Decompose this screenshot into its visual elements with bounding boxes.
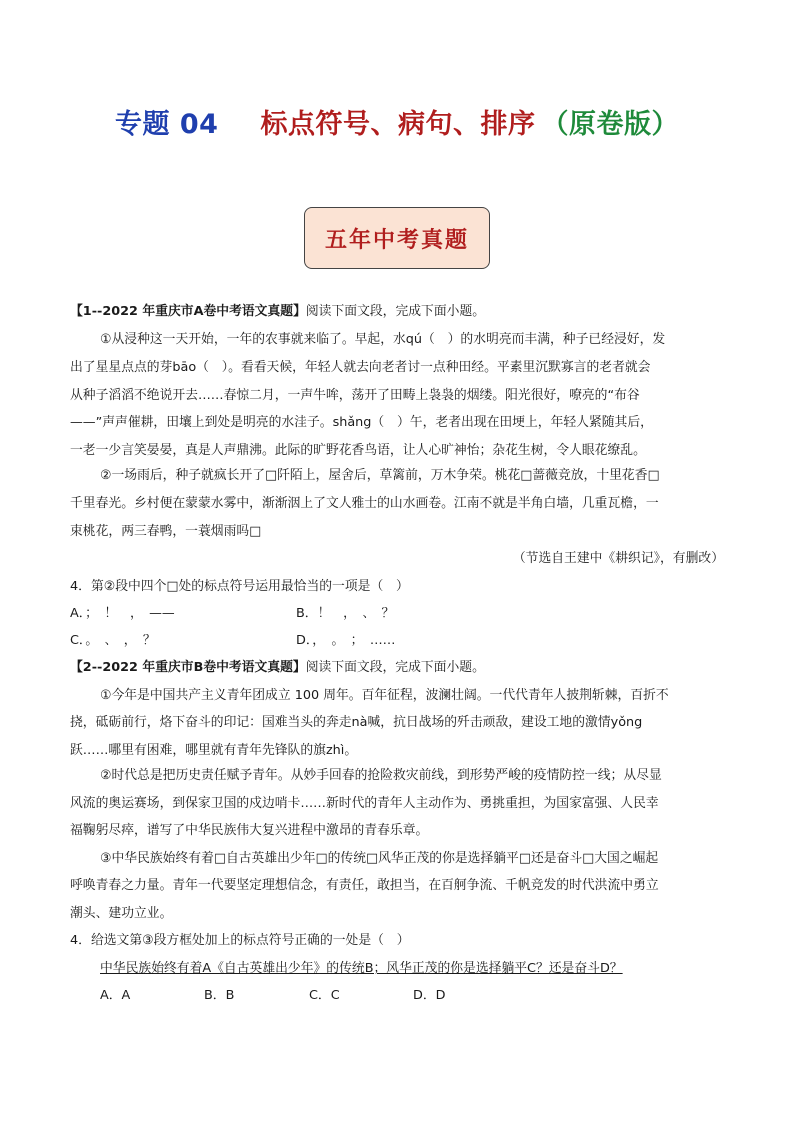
q2-option-a[interactable]: A．A [100,988,131,1003]
q1-p1-line: ①从浸种这一天开始，一年的农事就来临了。早起，水qú（ ）的水明亮而丰满，种子已经浸好，发 [100,332,666,347]
q1-question: 4．第②段中四个□处的标点符号运用最恰当的一项是（ ） [70,579,409,594]
q2-p3-line: ③中华民族始终有着□自古英雄出少年□的传统□风华正茂的你是选择躺平□还是奋斗□大国之崛起 [100,851,659,866]
section-box [304,207,490,269]
q2-option-d[interactable]: D．D [413,988,446,1003]
q1-p2-line: 束桃花，两三春鸭，一蓑烟雨吗□ [70,524,262,539]
q1-option-b[interactable]: B．！ ， 、 ？ [296,606,395,621]
page-title [0,102,794,141]
title-topic: 标点符号、病句、排序 [260,109,536,140]
q1-option-c[interactable]: C．。 、 ， ？ [70,633,156,648]
q2-p1-line: ①今年是中国共产主义青年团成立 100 周年。百年征程，波澜壮阔。一代代青年人披荆斩棘，百折不 [100,688,669,703]
q2-heading: 【2--2022 年重庆市B卷中考语文真题】 [70,660,306,675]
q1-p1-line: ——”声声催耕，田壤上到处是明亮的水洼子。shǎng（ ）午，老者出现在田埂上，年轻人紧随其后， [70,415,653,430]
q2-option-c[interactable]: C．C [309,988,340,1003]
q1-option-d[interactable]: D．， 。 ； …… [296,633,396,648]
q2-p1-line: 跃……哪里有困难，哪里就有青年先锋队的旗zhì。 [70,743,358,758]
q1-instruction: 阅读下面文段，完成下面小题。 [305,304,486,319]
q1-p2-line: 千里春光。乡村便在蒙蒙水雾中，渐渐洇上了文人雅士的山水画卷。江南不就是半角白墙，几重瓦檐，一 [70,496,659,511]
q2-p2-line: 福鞠躬尽瘁，谱写了中华民族伟大复兴进程中激昂的青春乐章。 [70,823,429,838]
q2-header-line [70,659,485,677]
q2-option-b[interactable]: B．B [204,988,235,1003]
q1-header-line [70,303,485,321]
q2-p1-line: 挠，砥砺前行，烙下奋斗的印记：国难当头的奔走nà喊，抗日战场的歼击顽敌，建设工地的激情yǒng [70,715,643,730]
q1-p2-line: ②一场雨后，种子就疯长开了□阡陌上，屋舍后，草篱前，万木争荣。桃花□蔷薇竞放，十里花香□ [100,468,660,483]
q2-question: 4．给选文第③段方框处加上的标点符号正确的一处是（ ） [70,933,410,948]
q1-p1-line: 从种子滔滔不绝说开去……春惊二月，一声牛哞，荡开了田畴上袅袅的烟缕。阳光很好，嘹亮的“布谷 [70,388,640,403]
title-edition: （原卷版） [541,109,679,140]
title-topic-number: 专题 04 [115,109,219,140]
q2-quoted-sentence: 中华民族始终有着A《自古英雄出少年》的传统B；风华正茂的你是选择躺平C？还是奋斗D？ [100,961,623,976]
q1-heading: 【1--2022 年重庆市A卷中考语文真题】 [70,304,306,319]
q2-instruction: 阅读下面文段，完成下面小题。 [305,660,485,675]
q2-p2-line: ②时代总是把历史责任赋予青年。从妙手回春的抢险救灾前线，到形势严峻的疫情防控一线；从尽显 [100,768,662,783]
q2-p2-line: 风流的奥运赛场，到保家卫国的戍边哨卡……新时代的青年人主动作为、勇挑重担，为国家富强、人民幸 [70,796,659,811]
q2-p3-line: 潮头、建功立业。 [70,906,173,921]
q2-p3-line: 呼唤青春之力量。青年一代要坚定理想信念，有责任，敢担当，在百舸争流、千帆竞发的时代洪流中勇立 [70,878,659,893]
q1-option-a[interactable]: A．； ！ ， —— [70,606,175,621]
q1-source: （节选自王建中《耕织记》，有删改） [512,551,724,566]
section-box-label: 五年中考真题 [324,226,469,253]
q1-p1-line: 一老一少言笑晏晏，真是人声鼎沸。此际的旷野花香鸟语，让人心旷神怡；杂花生树，令人眼花缭乱。 [70,443,646,458]
q1-p1-line: 出了星星点点的芽bāo（ ）。看看天候，年轻人就去向老者讨一点种田经。平素里沉默寡言的老者就会 [70,360,651,375]
